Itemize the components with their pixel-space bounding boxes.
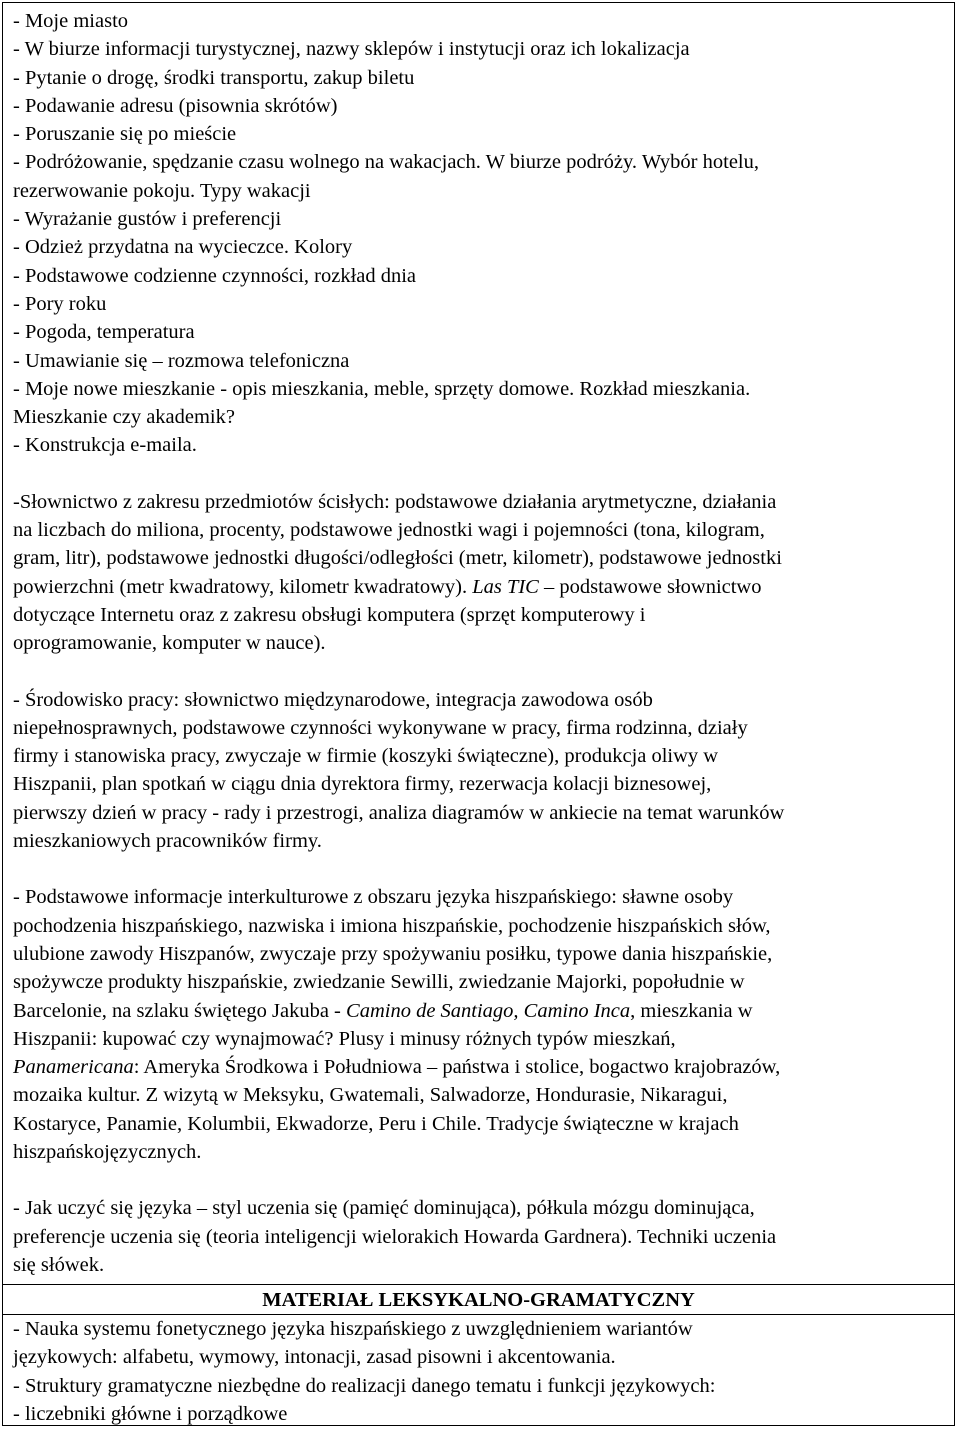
- paragraph-line: Hiszpanii: kupować czy wynajmować? Plusy i minusy różnych typów mieszkań,: [13, 1027, 676, 1050]
- paragraph-line: Kostaryce, Panamie, Kolumbii, Ekwadorze, Peru i Chile. Tradycje świąteczne w krajach: [13, 1112, 739, 1135]
- science-paragraph: [13, 488, 944, 658]
- grammar-line: - Nauka systemu fonetycznego języka hiszpańskiego z uwzględnieniem wariantów: [13, 1318, 693, 1340]
- work-paragraph: [13, 686, 944, 856]
- paragraph-line: niepełnosprawnych, podstawowe czynności wykonywane w pracy, firma rodzinna, działy: [13, 716, 748, 739]
- paragraph-gap: [13, 460, 944, 488]
- text-span: – podstawowe słownictwo: [538, 575, 762, 598]
- text-span: powierzchni (metr kwadratowy, kilometr kwadratowy).: [13, 575, 473, 598]
- grammar-line: - liczebniki główne i porządkowe: [13, 1402, 288, 1425]
- paragraph-line: preferencje uczenia się (teoria inteligencji wielorakich Howarda Gardnera). Techniki uczenia: [13, 1225, 777, 1248]
- paragraph-line: mozaika kultur. Z wizytą w Meksyku, Gwatemali, Salwadorze, Hondurasie, Nikaragui,: [13, 1084, 728, 1107]
- paragraph-line: pierwszy dzień w pracy - rady i przestrogi, analiza diagramów w ankiecie na temat warunków: [13, 801, 785, 824]
- paragraph-line: oprogramowanie, komputer w nauce).: [13, 632, 326, 655]
- text-span: : Ameryka Środkowa i Południowa – państwa i stolice, bogactwo krajobrazów,: [133, 1056, 781, 1079]
- topic-line: - Konstrukcja e-maila.: [13, 434, 197, 457]
- paragraph-line: gram, litr), podstawowe jednostki długości/odległości (metr, kilometr), podstawowe jednostki: [13, 547, 782, 570]
- document-table: [2, 2, 955, 1426]
- content-cell: [3, 3, 954, 1285]
- paragraph-line: się słówek.: [13, 1253, 105, 1276]
- paragraph-gap: [13, 658, 944, 686]
- paragraph-line: ulubione zawody Hiszpanów, zwyczaje przy spożywaniu posiłku, typowe dania hiszpańskie,: [13, 942, 773, 965]
- paragraph-line: dotyczące Internetu oraz z zakresu obsługi komputera (sprzęt komputerowy i: [13, 603, 646, 626]
- topic-line: - Wyrażanie gustów i preferencji: [13, 208, 282, 231]
- paragraph-line: [13, 573, 944, 601]
- italic-term: Las TIC: [472, 575, 539, 598]
- paragraph-line: - Środowisko pracy: słownictwo międzynarodowe, integracja zawodowa osób: [13, 688, 653, 711]
- paragraph-line: firmy i stanowiska pracy, zwyczaje w firmie (koszyki świąteczne), produkcja oliwy w: [13, 745, 719, 768]
- text-span: Barcelonie, na szlaku świętego Jakuba -: [13, 999, 347, 1022]
- topic-line: - Podawanie adresu (pisownia skrótów): [13, 94, 338, 117]
- paragraph-line: mieszkaniowych pracowników firmy.: [13, 830, 322, 853]
- topic-line: - Pory roku: [13, 292, 107, 315]
- text-span: , mieszkania w: [630, 999, 753, 1022]
- topic-line: - Odzież przydatna na wycieczce. Kolory: [13, 236, 353, 259]
- paragraph-gap: [13, 855, 944, 883]
- paragraph-line: [13, 997, 944, 1025]
- paragraph-gap: [13, 1166, 944, 1194]
- paragraph-line: [13, 1053, 944, 1081]
- grammar-line: językowych: alfabetu, wymowy, intonacji, zasad pisowni i akcentowania.: [13, 1346, 616, 1369]
- topic-line: - Poruszanie się po mieście: [13, 123, 237, 146]
- paragraph-line: hiszpańskojęzycznych.: [13, 1140, 202, 1163]
- italic-term: Panamericana: [13, 1056, 134, 1079]
- paragraph-line: - Podstawowe informacje interkulturowe z obszaru języka hiszpańskiego: sławne osoby: [13, 886, 734, 909]
- topic-line: - Podstawowe codzienne czynności, rozkład dnia: [13, 264, 417, 287]
- topic-line: - W biurze informacji turystycznej, nazwy sklepów i instytucji oraz ich lokalizacja: [13, 38, 690, 61]
- grammar-line: - Struktury gramatyczne niezbędne do realizacji danego tematu i funkcji językowych:: [13, 1374, 716, 1397]
- paragraph-line: na liczbach do miliona, procenty, podstawowe jednostki wagi i pojemności (tona, kilogram,: [13, 519, 765, 542]
- topic-line: - Pogoda, temperatura: [13, 321, 195, 344]
- topics-list: [13, 7, 944, 460]
- culture-paragraph: [13, 883, 944, 1166]
- topic-line: - Moje miasto: [13, 10, 129, 32]
- grammar-cell: [3, 1315, 954, 1428]
- topic-line: - Moje nowe mieszkanie - opis mieszkania, meble, sprzęty domowe. Rozkład mieszkania.: [13, 377, 751, 400]
- paragraph-line: pochodzenia hiszpańskiego, nazwiska i imiona hiszpańskie, pochodzenie hiszpańskich słów,: [13, 914, 771, 937]
- learning-paragraph: [13, 1194, 944, 1279]
- topic-line: - Umawianie się – rozmowa telefoniczna: [13, 349, 350, 372]
- topic-line: rezerwowanie pokoju. Typy wakacji: [13, 179, 311, 202]
- paragraph-line: Hiszpanii, plan spotkań w ciągu dnia dyrektora firmy, rezerwacja kolacji biznesowej,: [13, 773, 712, 796]
- paragraph-line: -Słownictwo z zakresu przedmiotów ścisłych: podstawowe działania arytmetyczne, działania: [13, 490, 777, 513]
- topic-line: - Podróżowanie, spędzanie czasu wolnego na wakacjach. W biurze podróży. Wybór hotelu,: [13, 151, 759, 174]
- topic-line: Mieszkanie czy akademik?: [13, 406, 235, 429]
- italic-term: Camino de Santiago, Camino Inca: [346, 999, 631, 1022]
- paragraph-line: spożywcze produkty hiszpańskie, zwiedzanie Sewilli, zwiedzanie Majorki, popołudnie w: [13, 971, 745, 994]
- topic-line: - Pytanie o drogę, środki transportu, zakup biletu: [13, 66, 415, 89]
- section-heading: MATERIAŁ LEKSYKALNO-GRAMATYCZNY: [3, 1285, 954, 1315]
- paragraph-line: - Jak uczyć się języka – styl uczenia się (pamięć dominująca), półkula mózgu dominująca,: [13, 1197, 755, 1220]
